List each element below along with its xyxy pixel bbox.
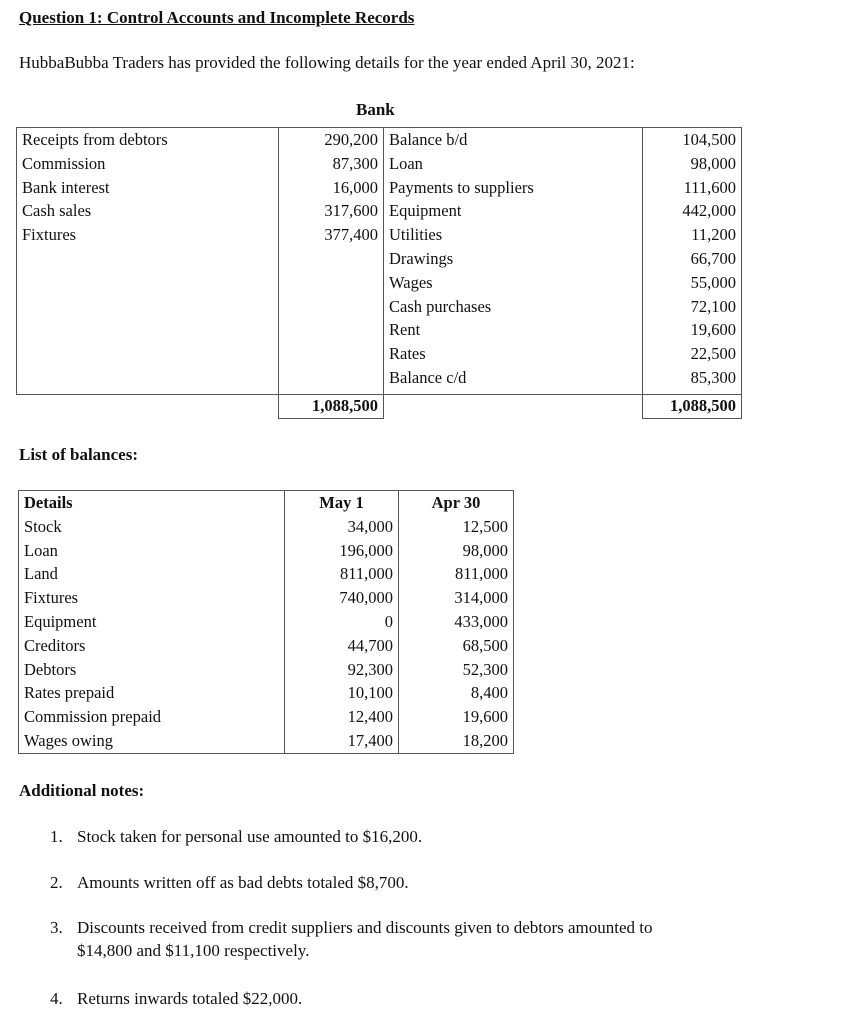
may-value: 17,400	[347, 730, 393, 750]
question-title: Question 1: Control Accounts and Incomplete Records	[19, 8, 415, 27]
note-text: Amounts written off as bad debts totaled $8,700.	[77, 873, 409, 892]
blank-cell	[17, 395, 279, 419]
bank-debit-label: Receipts from debtors	[22, 130, 168, 149]
bank-credit-total: 1,088,500	[643, 395, 742, 419]
column-header-may: May 1	[319, 493, 364, 512]
column-header-details: Details	[24, 493, 73, 512]
bank-credit-amount: 22,500	[690, 344, 736, 364]
bank-debit-amount: 290,200	[324, 130, 378, 149]
bank-credit-amounts	[643, 128, 742, 395]
bank-credit-label: Balance c/d	[389, 367, 467, 387]
bank-credit-label: Equipment	[389, 201, 462, 221]
note-item	[50, 989, 302, 1009]
apr-value: 19,600	[462, 707, 508, 727]
bank-credit-label: Payments to suppliers	[389, 177, 534, 197]
notes-heading: Additional notes:	[19, 781, 145, 800]
may-column	[285, 491, 399, 754]
detail-label: Commission prepaid	[24, 707, 162, 727]
note-item	[50, 918, 653, 938]
bank-debit-amount: 87,300	[332, 153, 378, 173]
apr-value: 433,000	[454, 611, 508, 631]
may-value: 10,100	[347, 683, 393, 703]
detail-label: Rates prepaid	[24, 683, 115, 703]
may-value: 811,000	[339, 564, 393, 584]
note-text-continued: $14,800 and $11,100 respectively.	[77, 941, 310, 960]
note-item	[50, 827, 422, 847]
note-number: 4.	[50, 989, 63, 1008]
detail-label: Stock	[24, 516, 62, 536]
bank-debit-labels	[17, 128, 279, 395]
apr-value: 811,000	[454, 564, 508, 584]
apr-value: 68,500	[462, 635, 508, 655]
detail-label: Fixtures	[24, 588, 79, 608]
bank-credit-label: Utilities	[389, 225, 443, 245]
bank-credit-amount: 111,600	[683, 177, 736, 197]
bank-credit-amount: 85,300	[690, 367, 736, 387]
details-column	[19, 491, 285, 754]
bank-debit-label: Bank interest	[22, 177, 110, 197]
bank-credit-amount: 55,000	[690, 272, 736, 292]
note-text: Stock taken for personal use amounted to $16,200.	[77, 827, 423, 846]
detail-label: Wages owing	[24, 730, 113, 750]
bank-credit-label: Cash purchases	[389, 296, 492, 316]
column-header-apr: Apr 30	[431, 493, 481, 512]
bank-debit-amount: 16,000	[332, 177, 378, 197]
bank-credit-amount: 104,500	[682, 130, 736, 149]
bank-credit-label: Rent	[389, 320, 421, 340]
bank-credit-amount: 98,000	[690, 153, 736, 173]
bank-t-account	[16, 127, 742, 419]
note-number: 2.	[50, 873, 63, 892]
bank-account-heading: Bank	[356, 100, 395, 119]
may-value: 740,000	[339, 588, 393, 608]
may-value: 0	[384, 611, 393, 631]
apr-column	[399, 491, 514, 754]
may-value: 196,000	[339, 540, 393, 560]
bank-credit-labels	[384, 128, 643, 395]
may-value: 34,000	[347, 516, 393, 536]
detail-label: Debtors	[24, 659, 77, 679]
bank-credit-label: Rates	[389, 344, 426, 364]
note-text: Returns inwards totaled $22,000.	[77, 989, 303, 1008]
bank-credit-amount: 442,000	[682, 201, 736, 221]
bank-debit-amount: 377,400	[324, 225, 378, 245]
balances-table	[18, 490, 514, 754]
note-number: 1.	[50, 827, 63, 846]
may-value: 44,700	[347, 635, 393, 655]
bank-debit-label: Fixtures	[22, 225, 77, 245]
bank-credit-amount: 19,600	[690, 320, 736, 340]
intro-text: HubbaBubba Traders has provided the following details for the year ended April 30, 2021:	[19, 53, 635, 72]
bank-debit-amounts	[279, 128, 384, 395]
apr-value: 314,000	[454, 588, 508, 608]
bank-credit-label: Wages	[389, 272, 433, 292]
apr-value: 18,200	[462, 730, 508, 750]
bank-credit-amount: 72,100	[690, 296, 736, 316]
bank-credit-amount: 11,200	[691, 225, 736, 245]
bank-debit-amount: 317,600	[324, 201, 378, 221]
bank-debit-total: 1,088,500	[279, 395, 384, 419]
bank-credit-label: Loan	[389, 153, 423, 173]
bank-credit-amount: 66,700	[690, 248, 736, 268]
detail-label: Equipment	[24, 611, 97, 631]
bank-debit-label: Cash sales	[22, 201, 92, 221]
note-item	[50, 873, 409, 893]
apr-value: 8,400	[470, 683, 508, 703]
detail-label: Land	[24, 564, 58, 584]
detail-label: Loan	[24, 540, 58, 560]
balances-heading: List of balances:	[19, 445, 138, 464]
may-value: 12,400	[347, 707, 393, 727]
bank-credit-label: Drawings	[389, 248, 454, 268]
apr-value: 12,500	[462, 516, 508, 536]
bank-debit-label: Commission	[22, 153, 106, 173]
blank-cell	[384, 395, 643, 419]
apr-value: 52,300	[462, 659, 508, 679]
bank-credit-label: Balance b/d	[389, 130, 468, 149]
may-value: 92,300	[347, 659, 393, 679]
apr-value: 98,000	[462, 540, 508, 560]
note-text: Discounts received from credit suppliers and discounts given to debtors amounted to	[77, 918, 653, 937]
detail-label: Creditors	[24, 635, 86, 655]
note-number: 3.	[50, 918, 63, 937]
